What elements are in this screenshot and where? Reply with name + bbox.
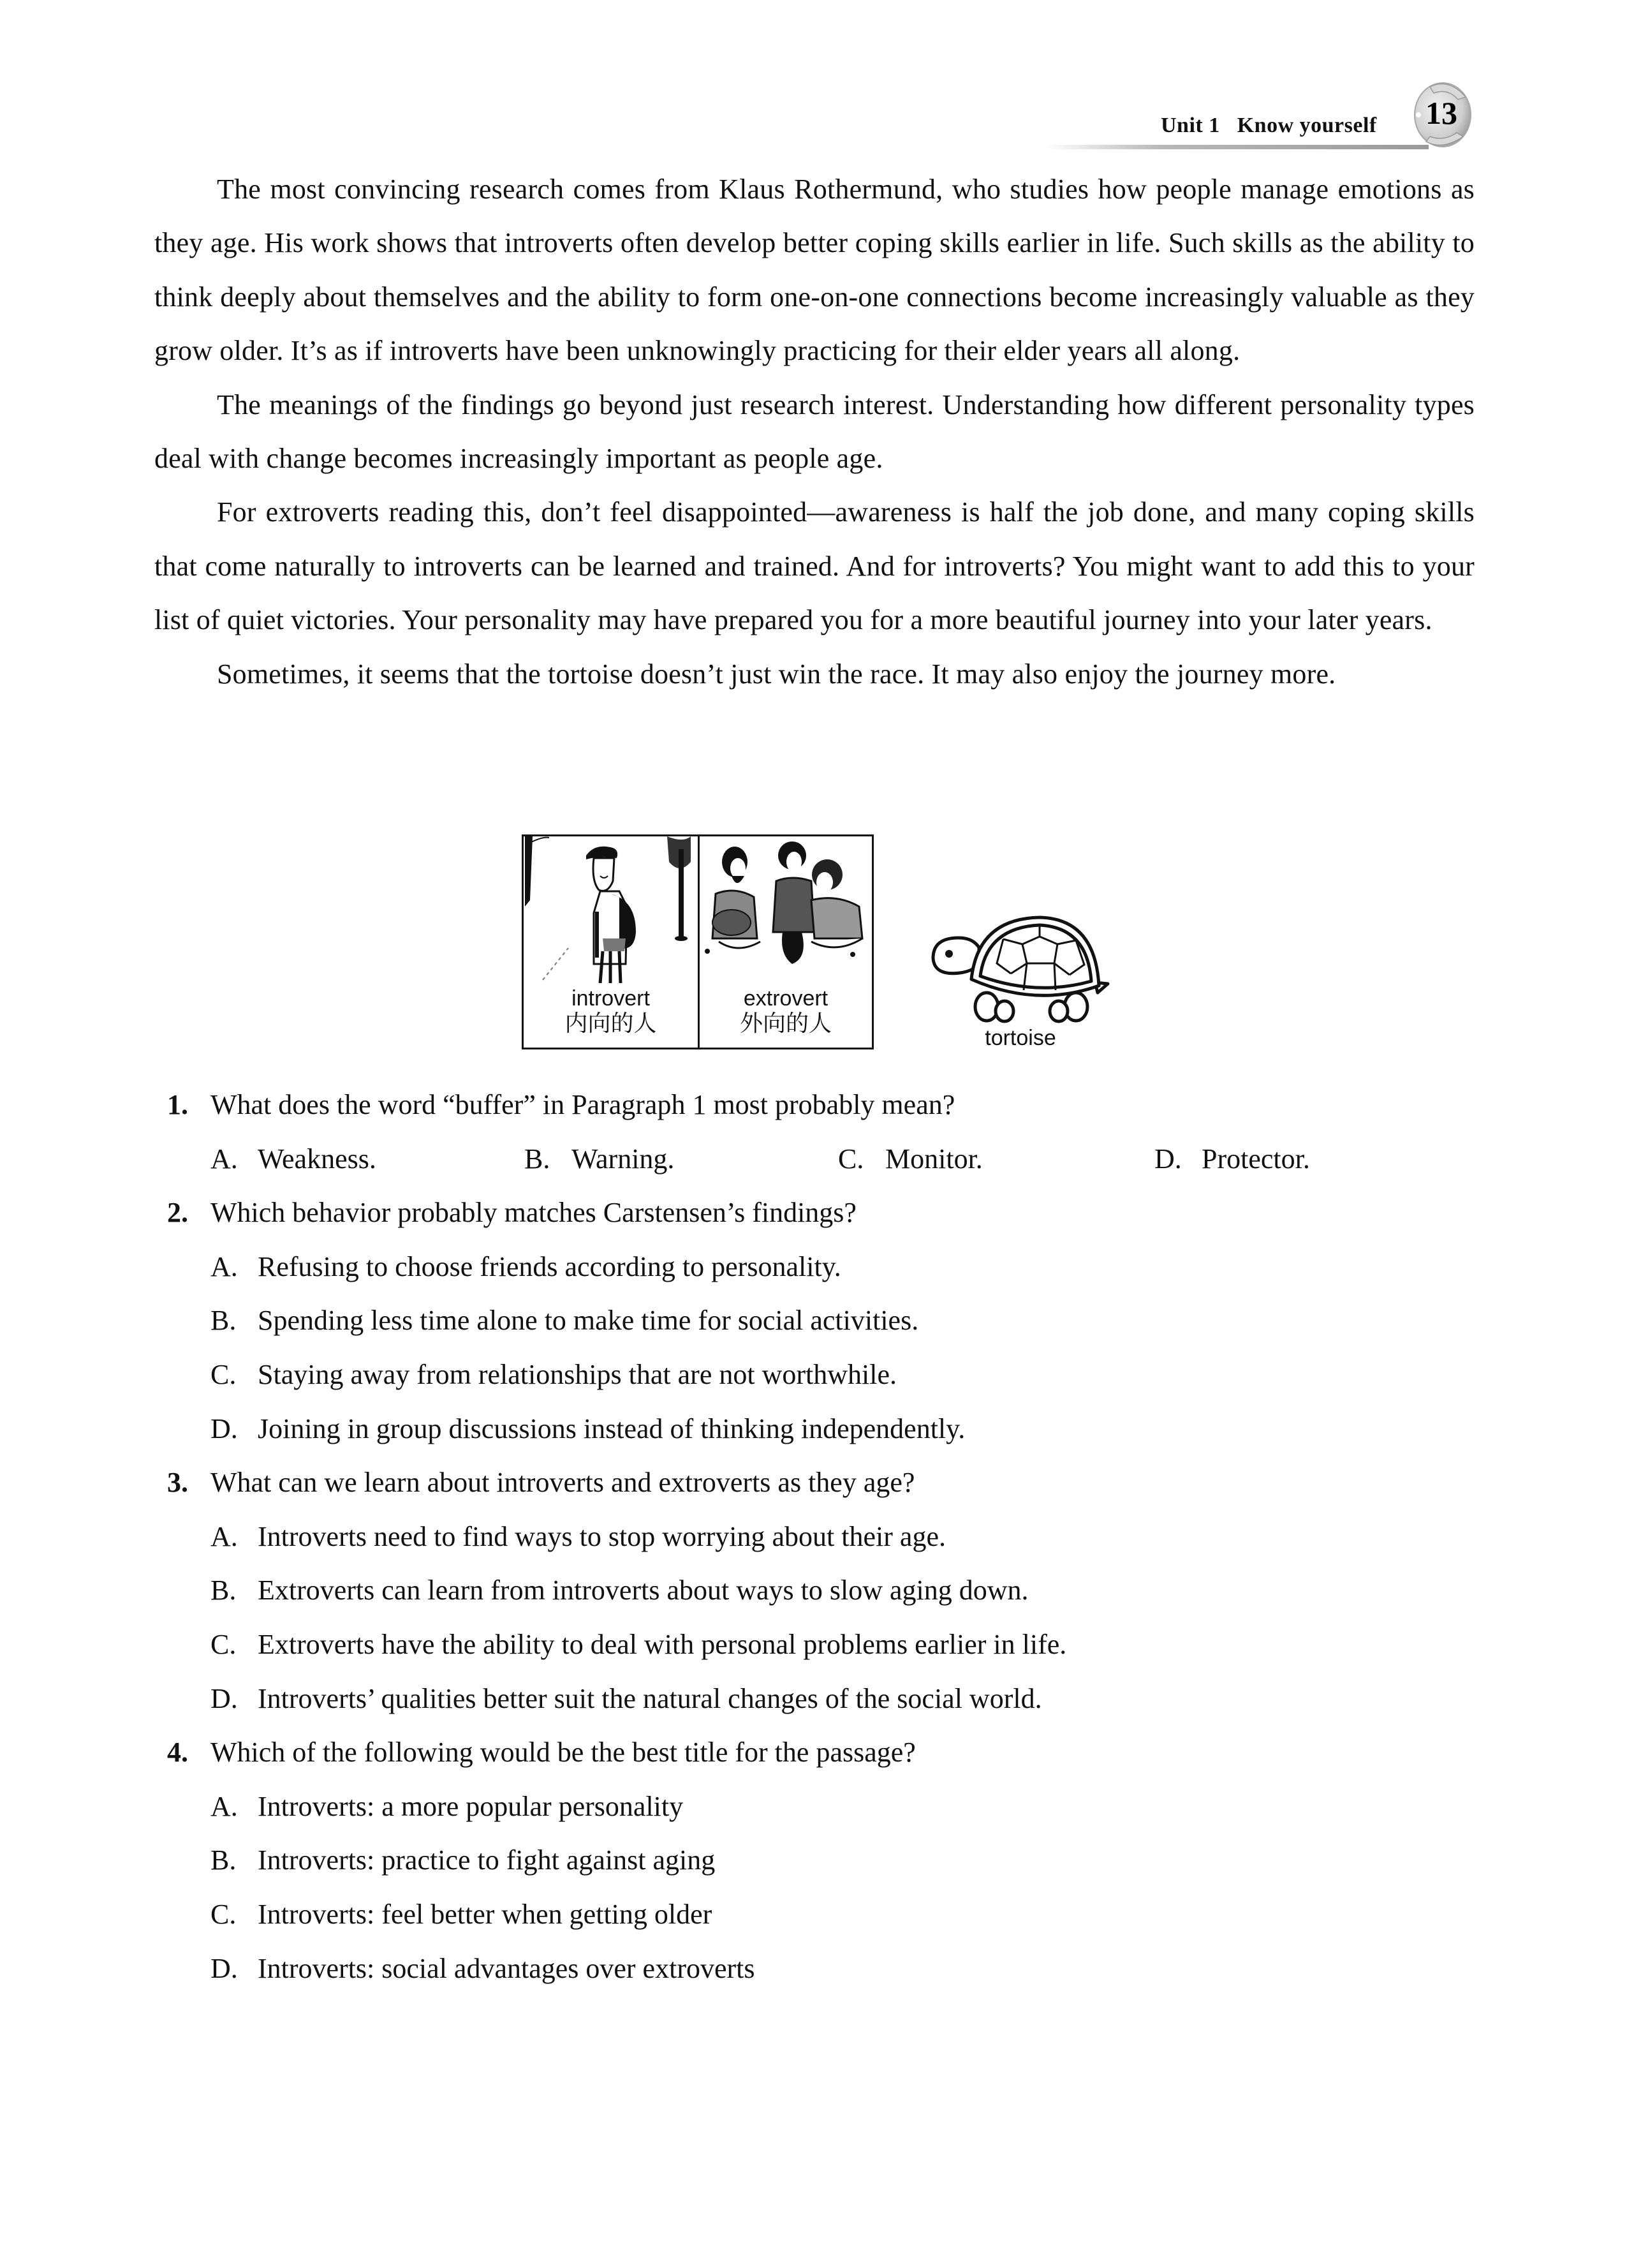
extrovert-label-zh: 外向的人 — [739, 1011, 832, 1037]
option-c[interactable] — [0, 1348, 1627, 1402]
option-letter: B. — [524, 1143, 550, 1175]
introvert-label-zh: 内向的人 — [564, 1011, 657, 1037]
option-text: Staying away from relationships that are not worthwhile. — [258, 1358, 897, 1390]
option-text: Spending less time alone to make time for social activities. — [258, 1305, 919, 1337]
question-1 — [0, 1078, 1627, 1132]
option-text: Protector. — [1202, 1143, 1310, 1175]
question-text: Which behavior probably matches Carstensen’s findings? — [210, 1197, 857, 1229]
option-text: Introverts: a more popular personality — [258, 1790, 684, 1822]
introvert-panel — [524, 836, 698, 1048]
running-head: Unit 1 Know yourself — [1161, 114, 1377, 137]
option-letter: C. — [210, 1898, 237, 1930]
option-text: Monitor. — [885, 1143, 983, 1175]
option-text: Introverts: practice to fight against aging — [258, 1844, 716, 1876]
option-letter: A. — [210, 1143, 238, 1175]
header-rule — [1046, 145, 1429, 149]
option-text: Extroverts have the ability to deal with personal problems earlier in life. — [258, 1628, 1067, 1660]
option-d[interactable] — [0, 1402, 1627, 1456]
option-c[interactable] — [0, 1888, 1627, 1942]
option-a[interactable] — [0, 1510, 1627, 1564]
question-2 — [0, 1186, 1627, 1240]
question-list — [0, 1078, 1627, 1996]
question-number: 1. — [167, 1089, 188, 1120]
option-d[interactable] — [1154, 1132, 1310, 1187]
option-letter: B. — [210, 1844, 237, 1876]
question-text: Which of the following would be the best title for the passage? — [210, 1737, 916, 1768]
option-text: Introverts need to find ways to stop worrying about their age. — [258, 1520, 946, 1552]
option-text: Introverts’ qualities better suit the natural changes of the social world. — [258, 1682, 1042, 1714]
option-c[interactable] — [0, 1618, 1627, 1672]
tortoise-label: tortoise — [985, 1026, 1056, 1050]
option-a[interactable] — [0, 1780, 1627, 1834]
option-letter: D. — [210, 1952, 238, 1984]
option-letter: D. — [1154, 1143, 1182, 1175]
passage — [154, 163, 1475, 701]
question-4 — [0, 1726, 1627, 1780]
question-text: What does the word “buffer” in Paragraph 1 most probably mean? — [210, 1089, 955, 1120]
option-text: Introverts: social advantages over extroverts — [258, 1952, 755, 1984]
option-letter: B. — [210, 1305, 237, 1337]
personality-figure — [522, 834, 874, 1049]
paragraph: The most convincing research comes from Klaus Rothermund, who studies how people manage emotions as they age. His work shows that introverts often develop better coping skills earlier in life. Such skills as the ability to think deeply about themselves and the ability to form one-on-one connections become increasingly valuable as they grow older. It’s as if introverts have been unknowingly practicing for their elder years all along. — [154, 174, 1475, 367]
question-3 — [0, 1456, 1627, 1510]
option-c[interactable] — [838, 1132, 983, 1187]
extrovert-illustration — [700, 836, 874, 983]
question-number: 4. — [167, 1737, 188, 1768]
option-b[interactable] — [524, 1132, 674, 1187]
paragraph: Sometimes, it seems that the tortoise doesn’t just win the race. It may also enjoy the journey more. — [217, 658, 1336, 690]
option-d[interactable] — [0, 1672, 1627, 1726]
option-b[interactable] — [0, 1564, 1627, 1618]
option-letter: C. — [838, 1143, 864, 1175]
option-letter: A. — [210, 1520, 238, 1552]
extrovert-panel — [698, 836, 872, 1048]
paragraph: For extroverts reading this, don’t feel disappointed—awareness is half the job done, and many coping skills that come naturally to introverts can be learned and trained. And for introverts? You might want to add this to your list of quiet victories. Your personality may have prepared you for a more beautiful journey into your later years. — [154, 496, 1475, 636]
option-letter: C. — [210, 1628, 237, 1660]
option-letter: C. — [210, 1358, 237, 1390]
option-letter: B. — [210, 1575, 237, 1606]
paragraph: The meanings of the findings go beyond just research interest. Understanding how different personality types deal with change becomes increasingly important as people age. — [154, 389, 1475, 475]
option-text: Introverts: feel better when getting older — [258, 1898, 712, 1930]
option-b[interactable] — [0, 1294, 1627, 1348]
option-text: Weakness. — [258, 1143, 376, 1175]
option-text: Joining in group discussions instead of thinking independently. — [258, 1412, 966, 1444]
option-text: Refusing to choose friends according to personality. — [258, 1250, 841, 1282]
introvert-label: introvert — [571, 986, 650, 1011]
option-text: Extroverts can learn from introverts about ways to slow aging down. — [258, 1575, 1029, 1606]
option-text: Warning. — [571, 1143, 675, 1175]
option-letter: A. — [210, 1790, 238, 1822]
question-number: 2. — [167, 1197, 188, 1229]
question-text: What can we learn about introverts and extroverts as they age? — [210, 1467, 915, 1499]
question-number: 3. — [167, 1467, 188, 1499]
extrovert-label: extrovert — [743, 986, 828, 1011]
option-b[interactable] — [0, 1834, 1627, 1888]
page-number-badge — [1411, 78, 1472, 151]
tortoise-icon — [928, 912, 1113, 1027]
option-letter: A. — [210, 1250, 238, 1282]
option-a[interactable] — [0, 1240, 1627, 1294]
option-a[interactable] — [210, 1132, 376, 1187]
page-number: 13 — [1425, 95, 1457, 131]
introvert-illustration — [524, 836, 698, 983]
option-letter: D. — [210, 1412, 238, 1444]
question-1-options — [0, 1132, 1627, 1187]
option-d[interactable] — [0, 1942, 1627, 1996]
option-letter: D. — [210, 1682, 238, 1714]
